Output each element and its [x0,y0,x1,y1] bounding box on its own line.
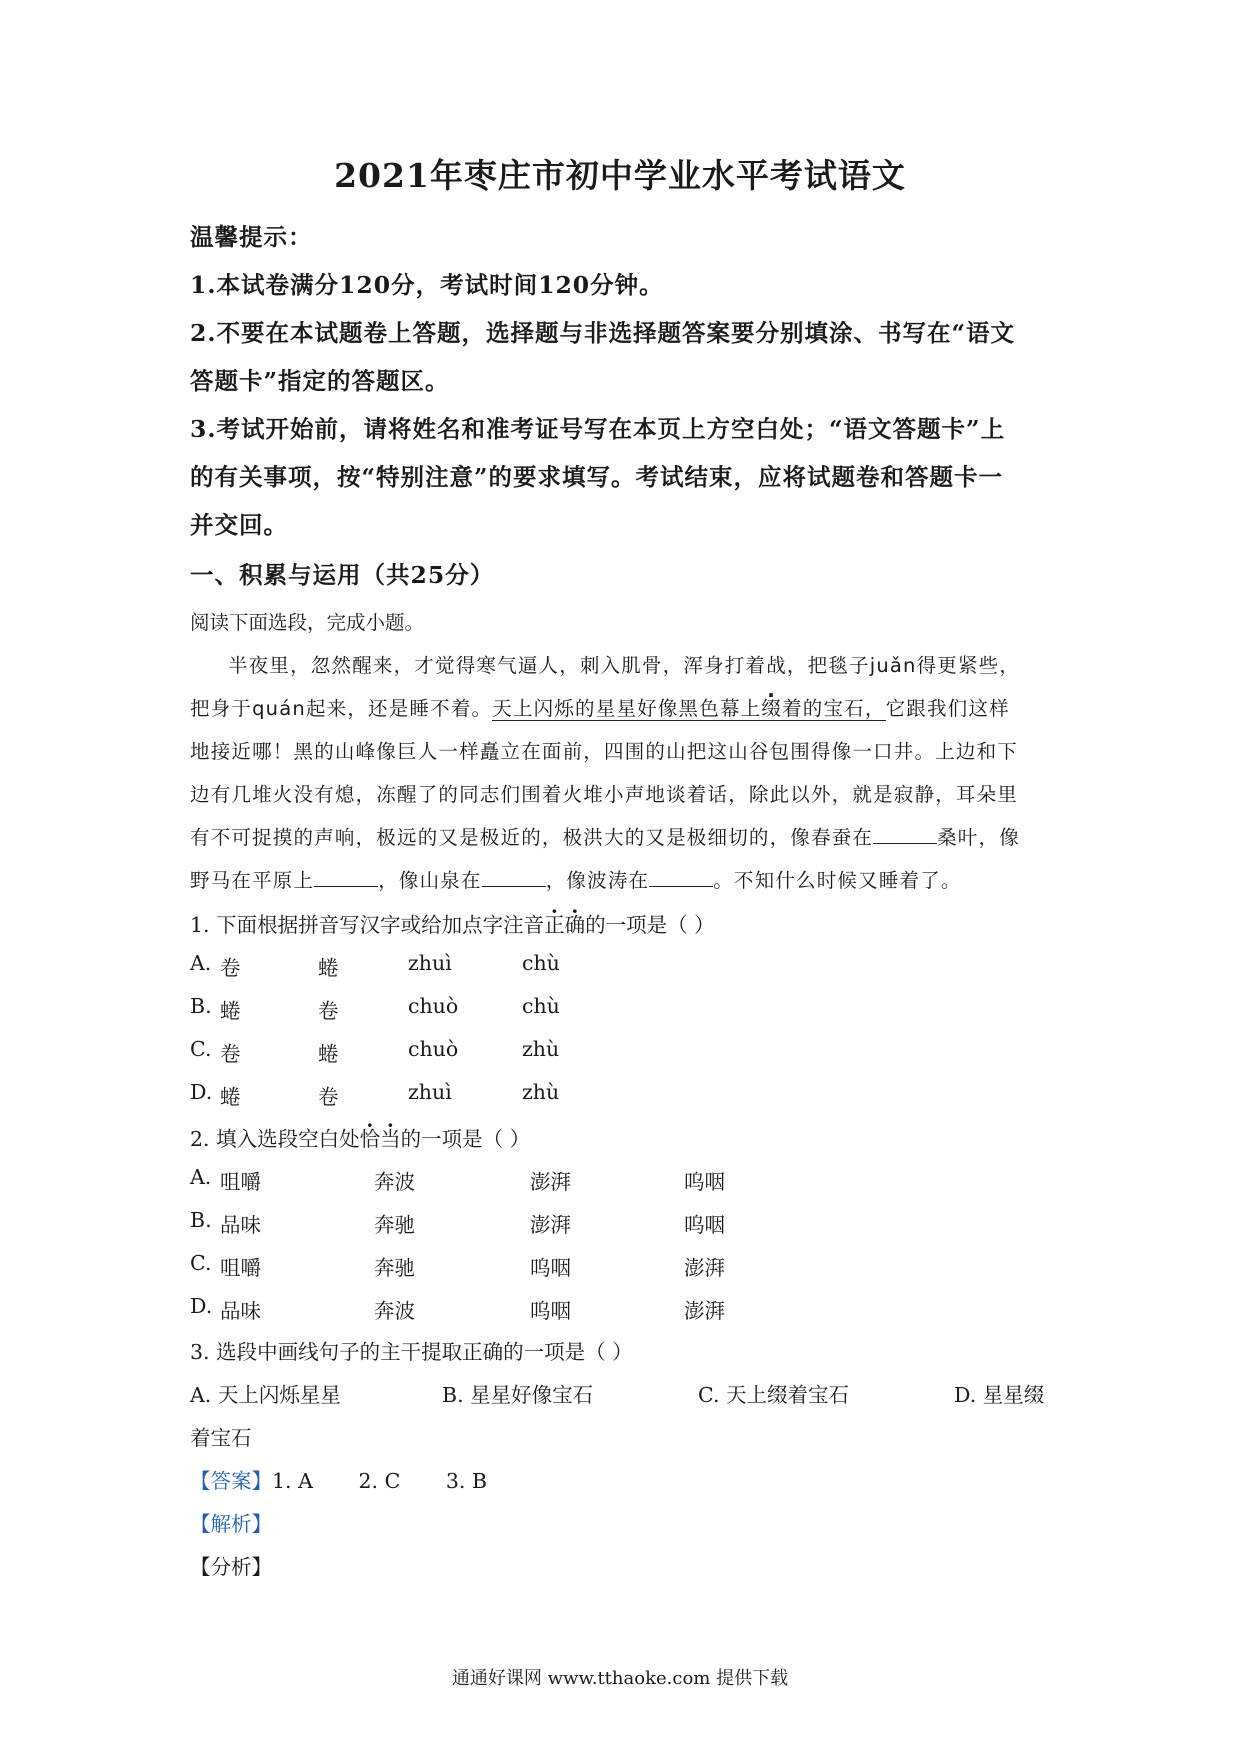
question-1-option-b-letter: B. [190,994,212,1018]
question-3-stem: 3. 选段中画线句子的主干提取正确的一项是（ ） [190,1340,633,1364]
question-2-option-c-item-3: 呜咽 [530,1256,571,1280]
answer-text: 1. A 2. C 3. B [272,1469,488,1493]
question-2-option-d-item-2: 奔波 [374,1299,415,1323]
footer-source: 通通好课网 www.tthaoke.com 提供下载 [451,1668,789,1689]
question-2-option-b-item-3: 澎湃 [530,1213,571,1237]
question-3-option-a: A. 天上闪烁星星 [190,1383,341,1407]
question-3-option-d-cont: 着宝石 [190,1426,252,1450]
answer-label: 【答案】 [190,1469,272,1493]
passage-text: 桑叶，像 [937,826,1020,849]
question-1-option-a-item-3: zhuì [408,951,452,975]
tips-heading: 温馨提示： [190,223,313,251]
breakdown-label: 【分析】 [190,1555,272,1579]
question-2-option-d-letter: D. [190,1294,213,1318]
question-1-option-d-item-3: zhuì [408,1080,452,1104]
underlined-sentence [492,697,885,721]
question-2-option-b-item-4: 呜咽 [684,1213,725,1237]
question-1-option-a-item-4: chù [522,951,560,975]
question-2-option-c-item-1: 咀嚼 [220,1256,261,1280]
passage-line-3: 地接近哪！黑的山峰像巨人一样矗立在面前，四围的山把这山谷包围得像一口井。上边和下 [190,740,1019,763]
page-title: 2021年枣庄市初中学业水平考试语文 [334,156,906,195]
question-1-option-a-letter: A. [190,951,212,975]
question-1-option-d-letter: D. [190,1080,213,1104]
passage-line-6 [190,865,1052,893]
question-2-option-a-item-2: 奔波 [374,1170,415,1194]
tip-item-3-cont2: 并交回。 [190,511,288,539]
question-2-option-b-item-2: 奔驰 [374,1213,415,1237]
question-1-option-b-item-4: chù [522,994,560,1018]
question-1-option-a-item-2: 蜷 [318,956,339,980]
dotted-char: 当 [380,1127,401,1151]
dotted-char: 正 [544,913,565,937]
passage-text: 野马在平原上 [190,869,315,892]
question-1-option-d-item-4: zhù [522,1080,560,1104]
passage-text: 。不知什么时候又睡着了。 [713,869,962,892]
question-1-option-b-item-2: 卷 [318,999,339,1023]
question-3-option-d: D. 星星缀 [954,1383,1045,1407]
question-2-option-c-item-4: 澎湃 [684,1256,725,1280]
fill-blank-1 [873,825,937,844]
question-2-option-d-item-3: 呜咽 [530,1299,571,1323]
reading-instruction: 阅读下面选段，完成小题。 [190,611,425,634]
question-1-stem [190,908,715,938]
question-2-option-b-letter: B. [190,1208,212,1232]
tip-item-2-cont: 答题卡”指定的答题区。 [190,367,450,395]
question-2-option-a-item-1: 咀嚼 [220,1170,261,1194]
question-2-option-a-letter: A. [190,1165,212,1189]
stem-text: 的一项是（ ） [585,913,715,937]
question-2-option-a-item-4: 呜咽 [684,1170,725,1194]
question-1-option-c-item-1: 卷 [220,1042,241,1066]
passage-line-2 [190,693,1052,721]
tip-item-3-cont1: 的有关事项，按“特别注意”的要求填写。考试结束，应将试题卷和答题卡一 [190,463,1004,491]
question-1-option-b-item-3: chuò [408,994,459,1018]
question-2-option-c-letter: C. [190,1251,212,1275]
question-2-stem [190,1122,530,1152]
question-3-option-c: C. 天上缀着宝石 [698,1383,849,1407]
stem-text: 2. 填入选段空白处 [190,1127,360,1151]
passage-line-4: 边有几堆火没有熄，冻醒了的同志们围着火堆小声地谈着话，除此以外，就是寂静，耳朵里 [190,783,1019,806]
passage-text: 把身于quán起来，还是睡不着。 [190,697,493,720]
question-2-option-a-item-3: 澎湃 [530,1170,571,1194]
dotted-char: 恰 [359,1127,381,1151]
passage-text: ，像波涛在 [545,869,650,892]
question-2-option-b-item-1: 品味 [220,1213,261,1237]
question-1-option-c-item-2: 蜷 [318,1042,339,1066]
passage-text: ，像山泉在 [378,869,482,892]
fill-blank-2 [314,868,378,887]
passage-text: 有不可捉摸的声响，极远的又是极近的，极洪大的又是极细切的，像春蚕在 [190,826,874,849]
underlined-part-2: 着的宝石， [782,697,886,720]
fill-blank-3 [482,868,546,887]
dotted-char: 缀 [761,697,783,720]
underlined-part-1: 天上闪烁的星星好像黑色幕上 [492,697,762,720]
question-1-option-c-item-4: zhù [522,1037,560,1061]
question-1-option-c-item-3: chuò [408,1037,459,1061]
stem-text: 的一项是（ ） [400,1127,531,1151]
dotted-char: 确 [564,913,586,937]
question-2-option-d-item-4: 澎湃 [684,1299,725,1323]
section-heading: 一、积累与运用（共25分） [190,561,495,589]
question-1-option-a-item-1: 卷 [220,956,241,980]
tip-item-2: 2.不要在本试题卷上答题，选择题与非选择题答案要分别填涂、书写在“语文 [190,319,1016,347]
passage-text: 它跟我们这样 [885,697,1010,720]
question-2-option-c-item-2: 奔驰 [374,1256,415,1280]
answer-line [190,1464,487,1494]
tip-item-3: 3.考试开始前，请将姓名和准考证号写在本页上方空白处；“语文答题卡”上 [190,415,1006,443]
question-3-option-b: B. 星星好像宝石 [442,1383,594,1407]
tip-item-1: 1.本试卷满分120分，考试时间120分钟。 [190,271,664,299]
question-1-option-d-item-1: 蜷 [220,1085,241,1109]
question-1-option-d-item-2: 卷 [318,1085,339,1109]
stem-text: 1. 下面根据拼音写汉字或给加点字注音 [190,913,545,937]
passage-line-1: 半夜里，忽然醒来，才觉得寒气逼人，刺入肌骨，浑身打着战，把毯子juǎn得更紧些， [228,654,1021,677]
passage-line-5 [190,822,1052,850]
fill-blank-4 [649,868,713,887]
question-2-option-d-item-1: 品味 [220,1299,261,1323]
question-1-option-b-item-1: 蜷 [220,999,241,1023]
question-1-option-c-letter: C. [190,1037,212,1061]
analysis-label: 【解析】 [190,1512,272,1536]
